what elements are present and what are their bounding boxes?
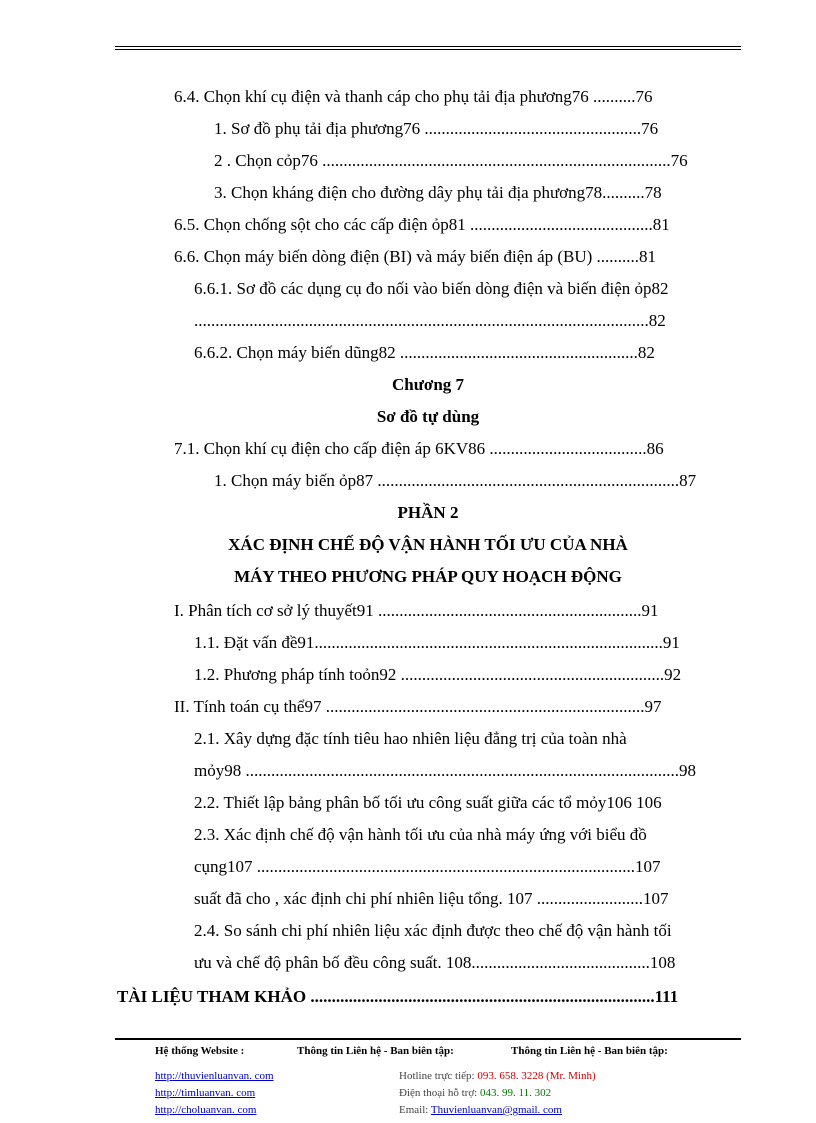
toc-entry-6-4-1[interactable]: 1. Sơ đồ phụ tải địa phương76 ...................................................76	[214, 119, 659, 138]
toc-entry-7-1[interactable]: 7.1. Chọn khí cụ điện cho cấp điện áp 6KV86 .....................................86	[174, 439, 664, 458]
toc-entry-6-5[interactable]: 6.5. Chọn chống sột cho các cấp điện ỏp81 ...........................................81	[174, 215, 670, 234]
part-2-title-line2: MÁY THEO PHƯƠNG PHÁP QUY HOẠCH ĐỘNG	[234, 567, 622, 586]
toc-entry-6-4[interactable]: 6.4. Chọn khí cụ điện và thanh cáp cho phụ tải địa phương76 ..........76	[174, 87, 653, 106]
footer-contact-heading-1	[297, 1043, 454, 1060]
toc-entry-6-6[interactable]: 6.6. Chọn máy biến dòng điện (BI) và máy biến điện áp (BU) ..........81	[174, 247, 657, 266]
toc-entry-2-1[interactable]: 2.1. Xây dựng đặc tính tiêu hao nhiên liệu đẳng trị của toàn nhà	[194, 729, 627, 748]
hotline-row	[399, 1068, 596, 1085]
footer-websites	[155, 1043, 274, 1119]
toc-entry-2-3-cont[interactable]: cụng107 .........................................................................................107	[194, 857, 661, 876]
toc-entry-2-4[interactable]: 2.4. So sánh chi phí nhiên liệu xác định được theo chế độ vận hành tối	[194, 921, 672, 940]
toc-entry-2-3-cont2[interactable]: suất đã cho , xác định chi phí nhiên liệu tổng. 107 .........................107	[194, 889, 669, 908]
footer-contact-heading-2	[511, 1043, 668, 1060]
top-rule	[115, 46, 741, 47]
toc-entry-6-4-2[interactable]: 2 . Chọn cỏp76 ..................................................................................76	[214, 151, 688, 170]
chapter-7-title: Sơ đồ tự dùng	[376, 407, 480, 426]
email-row	[399, 1102, 596, 1119]
toc-entry-I[interactable]: I. Phân tích cơ sở lý thuyết91 ..............................................................91	[174, 601, 659, 620]
toc-entry-references[interactable]: TÀI LIỆU THAM KHẢO .................................................................................111	[117, 987, 679, 1006]
hotline-value[interactable]: 093. 658. 3228 (Mr. Minh)	[477, 1070, 596, 1082]
footer-contact-heading-2-text: Thông tin Liên hệ - Ban biên tập:	[511, 1045, 668, 1057]
toc-entry-2-3[interactable]: 2.3. Xác định chế độ vận hành tối ưu của nhà máy ứng với biểu đồ	[194, 825, 647, 844]
website-link-timluanvan[interactable]: http://timluanvan. com	[155, 1087, 256, 1099]
toc-entry-2-4-cont[interactable]: ưu và chế độ phân bố đều công suất. 108..........................................108	[194, 953, 676, 972]
toc-entry-6-6-2[interactable]: 6.6.2. Chọn máy biến dũng82 ........................................................82	[194, 343, 655, 362]
toc-entry-2-1-cont[interactable]: mỏy98 ......................................................................................................98	[194, 761, 696, 780]
hotline-label: Hotline trực tiếp:	[399, 1070, 478, 1082]
footer-rule	[115, 1038, 741, 1040]
footer-contact-heading-1-text: Thông tin Liên hệ - Ban biên tập:	[297, 1045, 454, 1057]
toc-entry-1-2[interactable]: 1.2. Phương pháp tính toỏn92 ..............................................................92	[194, 665, 682, 684]
part-2-title-line1: XÁC ĐỊNH CHẾ ĐỘ VẬN HÀNH TỐI ƯU CỦA NHÀ	[228, 535, 628, 554]
email-label: Email:	[399, 1104, 431, 1116]
phone-value[interactable]: 043. 99. 11. 302	[479, 1087, 552, 1099]
toc-entry-2-2[interactable]: 2.2. Thiết lập bảng phân bố tối ưu công suất giữa các tổ mỏy106 106	[194, 793, 662, 812]
toc-entry-6-6-1[interactable]: 6.6.1. Sơ đồ các dụng cụ đo nối vào biến dòng điện và biến điện ỏp82	[194, 279, 669, 298]
website-link-choluanvan[interactable]: http://choluanvan. com	[155, 1104, 257, 1116]
toc-entry-1-1[interactable]: 1.1. Đặt vấn đề91..................................................................................91	[194, 633, 680, 652]
chapter-7-heading: Chương 7	[391, 375, 465, 394]
toc-entry-6-4-3[interactable]: 3. Chọn kháng điện cho đường dây phụ tải địa phương78..........78	[214, 183, 662, 202]
email-value[interactable]: Thuvienluanvan@gmail. com	[430, 1104, 562, 1116]
footer-contact-info	[399, 1068, 596, 1119]
toc-entry-7-1-1[interactable]: 1. Chọn máy biến ỏp87 .......................................................................87	[214, 471, 697, 490]
phone-row	[399, 1085, 596, 1102]
toc-entry-II[interactable]: II. Tính toán cụ thể97 ...........................................................................97	[174, 697, 662, 716]
website-link-thuvienluanvan[interactable]: http://thuvienluanvan. com	[155, 1070, 274, 1082]
toc-entry-6-6-1-cont[interactable]: ...........................................................................................................82	[194, 311, 666, 330]
phone-label: Điện thoại hỗ trợ:	[399, 1087, 480, 1099]
footer-websites-heading: Hệ thống Website :	[155, 1045, 245, 1057]
top-rule-secondary	[115, 49, 741, 50]
part-2-heading: PHẦN 2	[397, 503, 459, 522]
